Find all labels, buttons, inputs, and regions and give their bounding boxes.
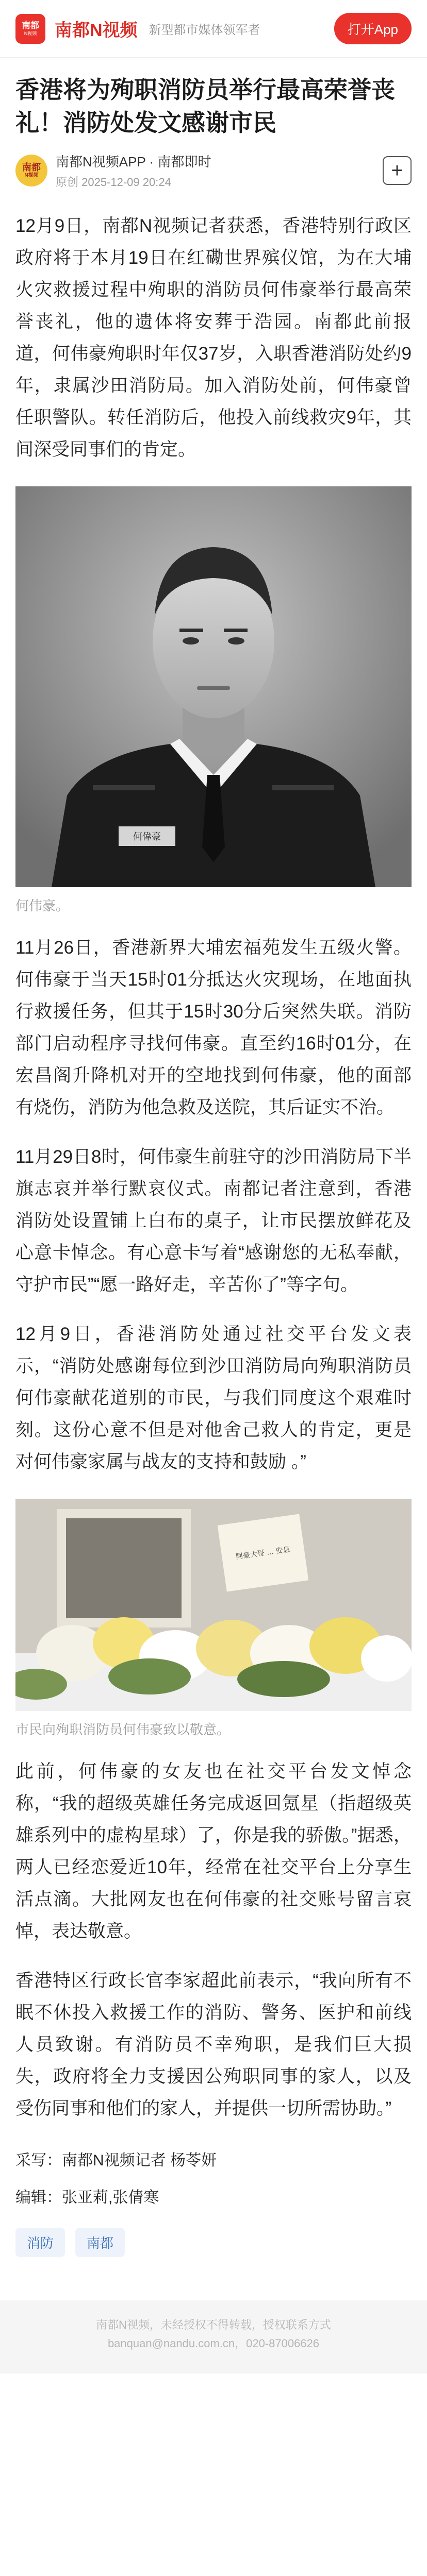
follow-plus-button[interactable] xyxy=(383,156,412,185)
publish-date: 原创 2025-12-09 20:24 xyxy=(56,176,171,189)
author-name[interactable]: 南都N视频APP · 南都即时 xyxy=(56,154,211,170)
paragraph: 11月26日，香港新界大埔宏福苑发生五级火警。何伟豪于当天15时01分抵达火灾现场，在地面执行救援任务，但其于15时30分后突然失联。消防部门启动程序寻找何伟豪。直至约16时01分，在宏昌阁升降机对开的空地找到何伟豪，他的面部有烧伤，消防为他急救及送院，其后证实不治。 xyxy=(15,938,412,1117)
article-body xyxy=(0,58,427,2278)
app-logo-icon[interactable] xyxy=(15,14,45,44)
app-slogan: 新型都市媒体领军者 xyxy=(149,23,260,37)
article-title: 香港将为殉职消防员举行最高荣誉丧礼！消防处发文感谢市民 xyxy=(15,76,395,136)
firefighter-portrait-image xyxy=(15,486,412,887)
memorial-card-text: 阿豪大哥 ... 安息 xyxy=(235,1545,291,1562)
author-avatar[interactable] xyxy=(15,155,47,187)
editor-byline: 编辑：张亚莉,张倩寒 xyxy=(15,2189,159,2206)
portrait-illustration xyxy=(15,486,412,887)
open-app-button[interactable]: 打开App xyxy=(334,13,412,44)
avatar-subtext: N视频 xyxy=(24,173,39,178)
tag-chip[interactable]: 南都 xyxy=(75,2228,125,2257)
flowers-illustration xyxy=(15,1499,412,1711)
app-logo-subtext: N视频 xyxy=(24,31,37,36)
plus-icon: + xyxy=(391,159,403,182)
paragraph: 此前，何伟豪的女友也在社交平台发文悼念称，“我的超级英雄任务完成返回氪星（指超级英雄系列中的虚构星球）了，你是我的骄傲。”据悉，两人已经恋爱近10年，经常在社交平台上分享生活点滴。大批网友也在何伟豪的社交账号留言哀悼，表达敬意。 xyxy=(15,1761,412,1941)
author-meta xyxy=(56,151,211,190)
app-name: 南都N视频 xyxy=(55,21,138,40)
copyright-contact: banquan@nandu.com.cn，020-87006626 xyxy=(107,2337,320,2350)
tag-chip[interactable]: 消防 xyxy=(15,2228,65,2257)
copyright-footer xyxy=(0,2300,427,2374)
app-header-bar xyxy=(0,0,427,58)
copyright-line: 南都N视频，未经授权不得转载，授权联系方式 xyxy=(96,2318,331,2331)
reporter-byline: 采写：南都N视频记者 杨苓妍 xyxy=(15,2152,217,2169)
paragraph: 香港特区行政长官李家超此前表示，“我向所有不眠不休投入救援工作的消防、警务、医护和前线人员致谢。有消防员不幸殉职，是我们巨大损失，政府将全力支援因公殉职同事的家人，以及受伤同事和他们的家人，并提供一切所需协助。” xyxy=(15,1971,412,2119)
name-badge: 何偉豪 xyxy=(133,832,161,842)
image-caption: 何伟豪。 xyxy=(15,898,70,913)
paragraph: 12月9日，香港消防处通过社交平台发文表示，“消防处感谢每位到沙田消防局向殉职消防员何伟豪献花道别的市民，与我们同度这个艰难时刻。这份心意不但是对他舍己救人的肯定，更是对何伟豪家属与战友的支持和鼓励 。” xyxy=(15,1324,412,1472)
author-row xyxy=(15,151,412,190)
tag-list xyxy=(15,2228,412,2257)
paragraph: 12月9日，南都N视频记者获悉，香港特别行政区政府将于本月19日在红磡世界殡仪馆，为在大埔火灾救援过程中殉职的消防员何伟豪举行最高荣誉丧礼，他的遗体将安葬于浩园。南都此前报道，何伟豪殉职时年仅37岁，入职香港消防处约9年，隶属沙田消防局。加入消防处前，何伟豪曾任职警队。转任消防后，他投入前线救灾9年，其间深受同事们的肯定。 xyxy=(15,216,412,460)
app-logo-text: 南都 xyxy=(22,21,39,30)
paragraph: 11月29日8时，何伟豪生前驻守的沙田消防局下半旗志哀并举行默哀仪式。南都记者注意到，香港消防处设置铺上白布的桌子，让市民摆放鲜花及心意卡悼念。有心意卡写着“感谢您的无私奉献，守护市民”“愿一路好走，辛苦你了”等字句。 xyxy=(15,1147,412,1295)
avatar-text: 南都 xyxy=(22,162,41,173)
memorial-flowers-image xyxy=(15,1499,412,1711)
image-caption: 市民向殉职消防员何伟豪致以敬意。 xyxy=(15,1722,231,1737)
